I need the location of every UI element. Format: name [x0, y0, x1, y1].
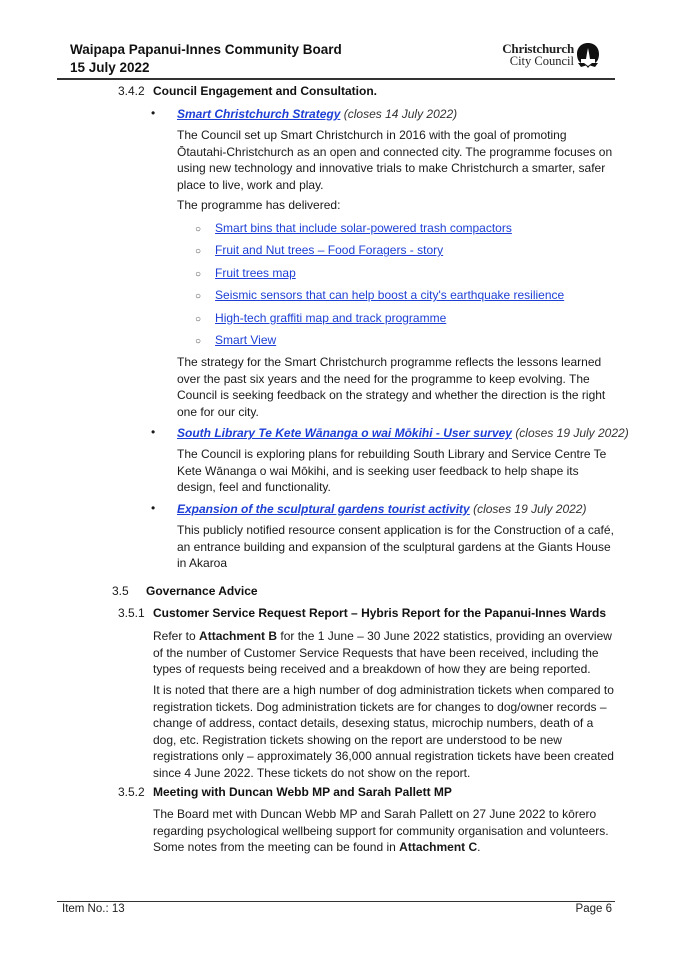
closing-date: (closes 19 July 2022): [515, 426, 629, 440]
consultation-item: [177, 106, 457, 123]
section-heading: Customer Service Request Report – Hybris Report for the Papanui-Innes Wards: [153, 606, 606, 620]
consultation-item: [177, 501, 586, 518]
cathedral-logo-icon: [576, 42, 600, 68]
bullet-icon: •: [151, 106, 156, 120]
bullet-icon: •: [151, 501, 156, 515]
sub-link[interactable]: Fruit and Nut trees – Food Foragers - story: [215, 243, 444, 258]
sub-link[interactable]: Smart bins that include solar-powered trash compactors: [215, 221, 512, 235]
sub-link[interactable]: Smart View: [215, 332, 277, 347]
closing-date: (closes 14 July 2022): [343, 107, 458, 121]
circle-bullet-icon: ○: [195, 246, 202, 258]
sculptural-gardens-link[interactable]: Expansion of the sculptural gardens tourist activity: [177, 502, 470, 516]
section-number: 3.5.2: [118, 785, 145, 799]
section-number: 3.5: [112, 584, 129, 598]
list-item: [195, 241, 564, 263]
paragraph: It is noted that there are a high number of dog administration tickets when compared to registration tickets. Dog administration tickets are for changes to dog/owner records – change of address, contact details, desexing status, microchip numbers, death of a dog, etc. Registration tickets showing on the report are understood to be new registrations only – approximately 36,000 annual registration tickets have been created since 4 June 2022. These tickets do not show on the report.: [153, 683, 614, 780]
section-number: 3.4.2: [118, 84, 145, 98]
closing-date: (closes 19 July 2022): [473, 502, 587, 516]
paragraph: The strategy for the Smart Christchurch programme reflects the lessons learned over the past six years and the need for the programme to keep evolving. The Council is seeking feedback on the strategy and whether the direction is the right one for our city.: [177, 355, 606, 419]
circle-bullet-icon: ○: [195, 268, 202, 280]
paragraph: The Board met with Duncan Webb MP and Sarah Pallett on 27 June 2022 to kōrero regarding psychological wellbeing support for community organisation and volunteers. Some notes from the meeting can be found in Attachment C.: [153, 807, 609, 854]
smart-christchurch-strategy-link[interactable]: Smart Christchurch Strategy: [177, 107, 341, 121]
list-item: [195, 219, 564, 241]
header-divider: [57, 78, 615, 80]
page-number: Page 6: [575, 903, 612, 915]
sub-link[interactable]: Seismic sensors that can help boost a city's earthquake resilience: [215, 288, 565, 303]
council-logo: [500, 41, 610, 71]
attachment-reference: Attachment C: [399, 840, 478, 854]
sub-link[interactable]: Fruit trees map: [215, 265, 296, 280]
circle-bullet-icon: ○: [195, 335, 202, 347]
bullet-icon: •: [151, 425, 156, 439]
paragraph: The Council is exploring plans for rebuilding South Library and Service Centre Te Kete Wānanga o wai Mōkihi, and is seeking user feedback to help shape its design, feel and functionality.: [177, 447, 607, 494]
list-item: [195, 309, 564, 331]
paragraph: The programme has delivered:: [177, 198, 341, 212]
sub-link[interactable]: High-tech graffiti map and track programme: [215, 310, 447, 325]
circle-bullet-icon: ○: [195, 291, 202, 303]
list-item: [195, 286, 564, 308]
logo-line1: Christchurch: [502, 41, 574, 56]
circle-bullet-icon: ○: [195, 224, 202, 235]
document-header: [70, 41, 342, 77]
board-name: Waipapa Papanui-Innes Community Board: [70, 42, 342, 57]
item-number: Item No.: 13: [62, 903, 125, 915]
paragraph: Refer to Attachment B for the 1 June – 30 June 2022 statistics, providing an overview of the number of Customer Service Requests that have been received, including the types of requests being received and a breakdown of how they are being reported.: [153, 629, 612, 676]
footer-divider: [57, 901, 615, 902]
circle-bullet-icon: ○: [195, 313, 202, 325]
section-heading: Governance Advice: [146, 584, 258, 598]
paragraph: This publicly notified resource consent application is for the Construction of a café, an entrance building and expansion of the sculptural gardens at the Giants House in Akaroa: [177, 523, 614, 570]
south-library-survey-link[interactable]: South Library Te Kete Wānanga o wai Mōkihi - User survey: [177, 426, 512, 440]
sub-link-list: [195, 219, 564, 353]
attachment-reference: Attachment B: [199, 629, 278, 643]
section-heading: Council Engagement and Consultation.: [153, 84, 378, 98]
paragraph: The Council set up Smart Christchurch in 2016 with the goal of promoting Ōtautahi-Christchurch as an open and connected city. The programme focuses on using new technology and innovative trials to make Christchurch a smarter, safer place to live, work and play.: [177, 128, 613, 192]
logo-line2: City Council: [509, 54, 574, 68]
meeting-date: 15 July 2022: [70, 60, 150, 75]
consultation-item: [177, 425, 629, 442]
section-heading: Meeting with Duncan Webb MP and Sarah Pallett MP: [153, 785, 452, 799]
section-number: 3.5.1: [118, 606, 145, 620]
list-item: [195, 264, 564, 286]
list-item: [195, 331, 564, 353]
